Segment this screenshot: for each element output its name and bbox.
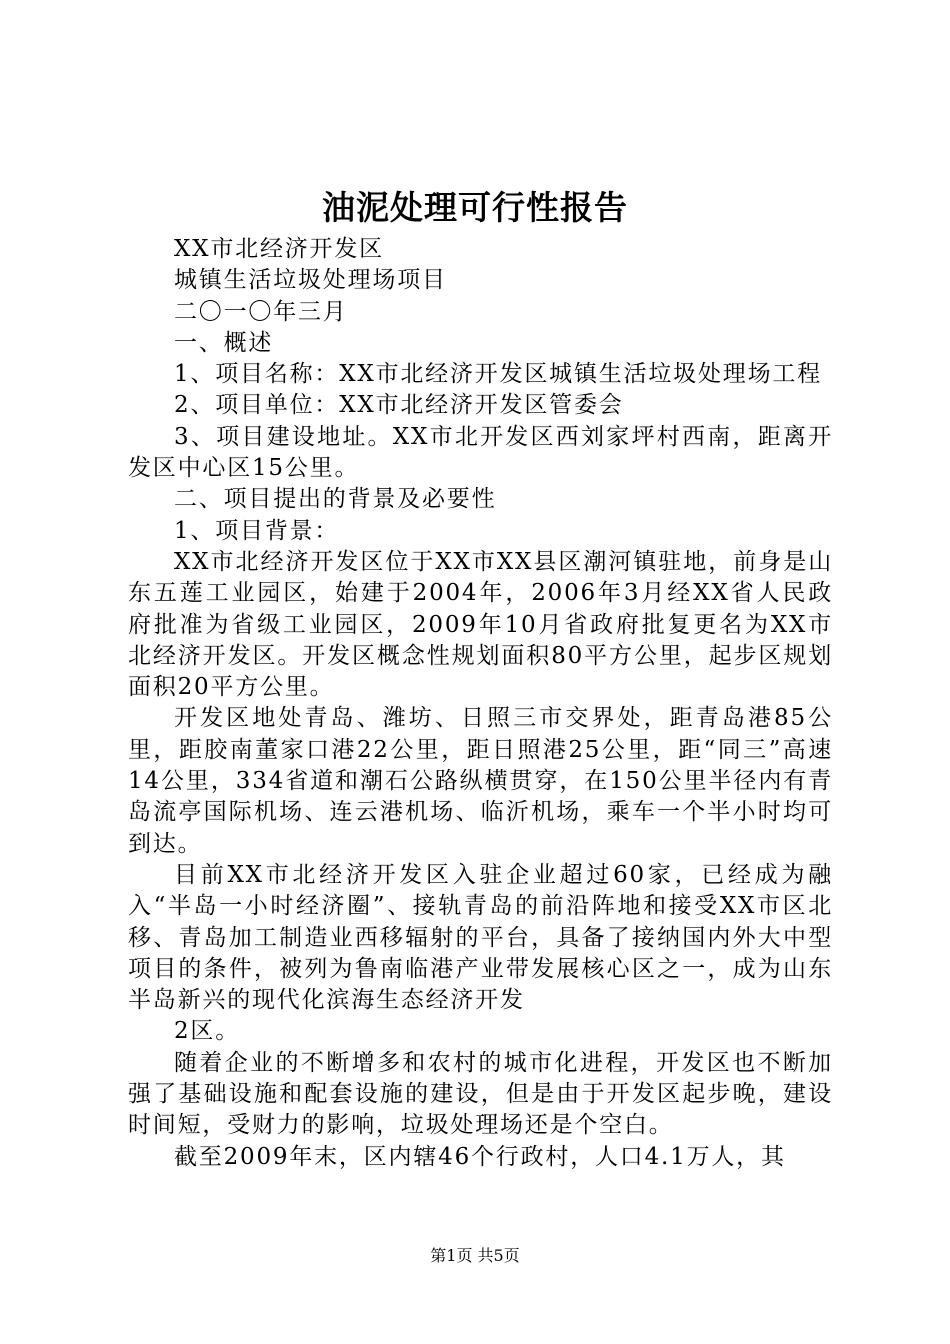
paragraph: 开发区地处青岛、潍坊、日照三市交界处，距青岛港85公里，距胶南董家口港22公里，距日照港25公里，距“同三”高速14公里，334省道和潮石公路纵横贯穿，在150公里半径内有青岛流亭国际机场、连云港机场、临沂机场，乘车一个半小时均可到达。 (128, 705, 833, 857)
section-heading: 一、概述 (174, 329, 274, 356)
paragraph: 目前XX市北经济开发区入驻企业超过60家，已经成为融入“半岛一小时经济圈”、接轨青岛的前沿阵地和接受XX市区北移、青岛加工制造业西移辐射的平台，具备了接纳国内外大中型项目的条件，被列为鲁南临港产业带发展核心区之一，成为山东半岛新兴的现代化滨海生态经济开发 (128, 861, 833, 1014)
paragraph: 2、项目单位：XX市北经济开发区管委会 (174, 392, 624, 419)
paragraph: 1、项目名称：XX市北经济开发区城镇生活垃圾处理场工程 (174, 361, 822, 388)
paragraph: 随着企业的不断增多和农村的城市化进程，开发区也不断加强了基础设施和配套设施的建设，但是由于开发区起步晚，建设时间短，受财力的影响，垃圾处理场还是个空白。 (128, 1049, 833, 1139)
paragraph: 3、项目建设地址。XX市北开发区西刘家坪村西南，距离开发区中心区15公里。 (128, 423, 833, 482)
paragraph: 截至2009年末，区内辖46个行政村，人口4.1万人，其 (174, 1143, 786, 1170)
paragraph: 2区。 (174, 1018, 241, 1045)
section-heading: 二、项目提出的背景及必要性 (174, 486, 497, 513)
page-footer: 第1页 共5页 (430, 1246, 520, 1265)
paragraph: XX市北经济开发区位于XX市XX县区潮河镇驻地，前身是山东五莲工业园区，始建于2004年，2006年3月经XX省人民政府批准为省级工业园区，2009年10月省政府批复更名为XX市北经济开发区。开发区概念性规划面积80平方公里，起步区规划面积20平方公里。 (128, 548, 833, 701)
paragraph: XX市北经济开发区 (174, 236, 384, 262)
paragraph: 城镇生活垃圾处理场项目 (174, 267, 447, 294)
document-title: 油泥处理可行性报告 (322, 188, 628, 227)
paragraph: 二〇一〇年三月 (174, 298, 348, 325)
paragraph: 1、项目背景： (174, 517, 340, 544)
document-body (128, 234, 833, 1173)
